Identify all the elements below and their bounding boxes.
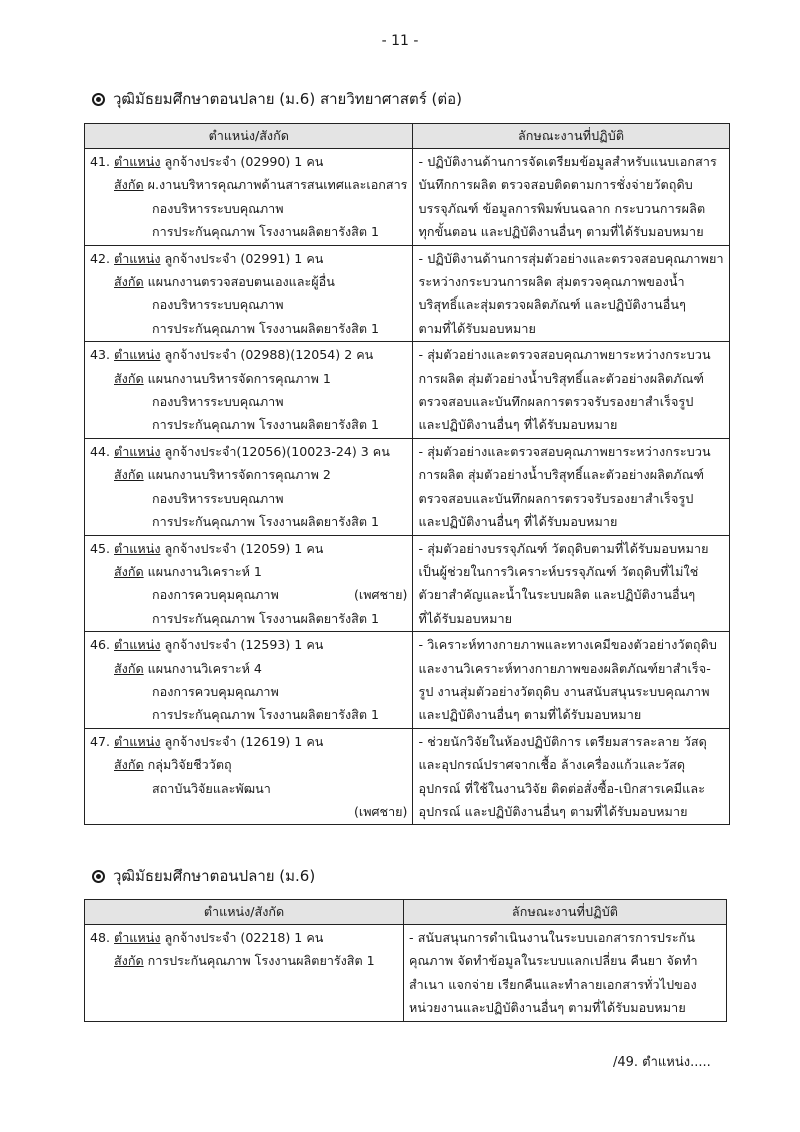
affiliation-subline [90,680,407,703]
affiliation-subline [90,293,407,316]
affiliation-label: สังกัด [114,177,144,193]
duties-cell [413,632,729,729]
duty-line: - สุ่มตัวอย่างและตรวจสอบคุณภาพยาระหว่างกระบวน [418,443,711,459]
position-label: ตำแหน่ง [114,250,161,266]
duties-cell [413,245,729,342]
affiliation-line [90,560,407,583]
affiliation-value: แผนกงานบริหารจัดการคุณภาพ 2 [147,467,331,483]
affiliation-label: สังกัด [114,563,144,579]
table-row [85,245,730,342]
gender-requirement: (เพศชาย) [354,587,408,603]
gender-requirement: (เพศชาย) [354,803,408,819]
duty-line: ระหว่างกระบวนการผลิต สุ่มตรวจคุณภาพของน้ำ [418,274,685,290]
position-line [90,247,407,270]
table-row [85,342,730,439]
duty-line: และอุปกรณ์ปราศจากเชื้อ ล้างเครื่องแก้วและวัสดุ [418,757,686,773]
duties-cell [413,728,729,825]
duty-line: บริสุทธิ์และสุ่มตรวจผลิตภัณฑ์ และปฏิบัติงานอื่นๆ [418,297,686,313]
table-row [85,925,727,1022]
duty-line: ตรวจสอบและบันทึกผลการตรวจรับรองยาสำเร็จรูป [418,490,694,506]
position-line [90,926,398,949]
duty-line: บันทึกการผลิต ตรวจสอบติดตามการชั่งจ่ายวัตถุดิบ [418,177,693,193]
table-row [85,535,730,632]
affiliation-label: สังกัด [114,660,144,676]
position-label: ตำแหน่ง [114,930,161,945]
affiliation-subline-text: การประกันคุณภาพ โรงงานผลิตยารังสิต 1 [152,320,380,336]
duty-line: บรรจุภัณฑ์ ข้อมูลการพิมพ์บนฉลาก กระบวนการผลิต [418,200,706,216]
duty-line: และปฏิบัติงานอื่นๆ ที่ได้รับมอบหมาย [418,514,618,530]
duty-line: ทุกขั้นตอน และปฏิบัติงานอื่นๆ ตามที่ได้รับมอบหมาย [418,224,704,240]
duty-line: - สุ่มตัวอย่างและตรวจสอบคุณภาพยาระหว่างกระบวน [418,347,711,363]
affiliation-subline [90,583,407,606]
duty-line: - ปฏิบัติงานด้านการจัดเตรียมข้อมูลสำหรับแนบเอกสาร [418,154,717,169]
row-number: 46. [90,637,111,653]
affiliation-subline-text: การประกันคุณภาพ โรงงานผลิตยารังสิต 1 [152,514,380,530]
affiliation-subline-text: การประกันคุณภาพ โรงงานผลิตยารังสิต 1 [152,417,380,433]
affiliation-subline [90,607,407,630]
duty-line: ที่ได้รับมอบหมาย [418,610,513,626]
affiliation-value: การประกันคุณภาพ โรงงานผลิตยารังสิต 1 [147,953,375,969]
section-title-text: วุฒิมัธยมศึกษาตอนปลาย (ม.6) สายวิทยาศาสตร์ (ต่อ) [113,90,462,108]
affiliation-subline-text: กองการควบคุมคุณภาพ [152,683,279,699]
position-line [90,150,407,173]
position-label: ตำแหน่ง [114,347,161,363]
header-duties: ลักษณะงานที่ปฏิบัติ [404,900,727,925]
position-cell [85,342,413,439]
affiliation-subline [90,390,407,413]
affiliation-subline [90,220,407,243]
duty-line: การผลิต สุ่มตัวอย่างน้ำบริสุทธิ์และตัวอย่างผลิตภัณฑ์ [418,370,705,386]
job-table-general [84,899,727,1022]
position-cell [85,925,404,1022]
affiliation-subline [90,197,407,220]
duty-line: อุปกรณ์ และปฏิบัติงานอื่นๆ ตามที่ได้รับมอบหมาย [418,803,688,819]
affiliation-line [90,270,407,293]
next-page-continuation: /49. ตำแหน่ง..... [613,1055,711,1070]
duties-cell [413,342,729,439]
affiliation-value: แผนกงานวิเคราะห์ 4 [147,660,262,676]
table-row [85,438,730,535]
duty-line: สำเนา แจกจ่าย เรียกคืนและทำลายเอกสารทั่วไปของ [409,976,697,992]
position-label: ตำแหน่ง [114,443,161,459]
bullet-radio-icon [92,93,105,106]
table-row [85,728,730,825]
affiliation-subline-text: สถาบันวิจัยและพัฒนา [152,780,271,796]
position-line [90,537,407,560]
affiliation-subline [90,777,407,800]
header-duties: ลักษณะงานที่ปฏิบัติ [413,124,729,149]
row-number: 42. [90,250,111,266]
affiliation-subline [90,317,407,340]
duty-line: - สุ่มตัวอย่างบรรจุภัณฑ์ วัตถุดิบตามที่ได้รับมอบหมาย [418,540,709,556]
duty-line: - วิเคราะห์ทางกายภาพและทางเคมีของตัวอย่างวัตถุดิบ [418,637,718,653]
duties-cell [413,438,729,535]
position-value: ลูกจ้างประจำ (02988)(12054) 2 คน [164,347,374,363]
duty-line: - สนับสนุนการดำเนินงานในระบบเอกสารการประกัน [409,930,696,945]
bullet-radio-icon [92,870,105,883]
duty-line: ตัวยาสำคัญและน้ำในระบบผลิต และปฏิบัติงานอื่นๆ [418,587,696,603]
duty-line: - ปฏิบัติงานด้านการสุ่มตัวอย่างและตรวจสอบคุณภาพยา [418,250,724,266]
duty-line: และปฏิบัติงานอื่นๆ ตามที่ได้รับมอบหมาย [418,707,642,723]
position-line [90,343,407,366]
section-title-text: วุฒิมัธยมศึกษาตอนปลาย (ม.6) [113,867,316,885]
position-value: ลูกจ้างประจำ (12593) 1 คน [164,637,324,653]
duty-line: ตามที่ได้รับมอบหมาย [418,320,536,336]
affiliation-subline-text: กองบริหารระบบคุณภาพ [152,490,284,506]
affiliation-subline-text: การประกันคุณภาพ โรงงานผลิตยารังสิต 1 [152,707,380,723]
affiliation-subline [90,510,407,533]
row-number: 48. [90,930,111,945]
table-header-row [85,124,730,149]
affiliation-value: กลุ่มวิจัยชีววัตถุ [147,757,232,773]
affiliation-subline-text: กองบริหารระบบคุณภาพ [152,297,284,313]
position-label: ตำแหน่ง [114,540,161,556]
position-cell [85,728,413,825]
position-line [90,440,407,463]
header-position: ตำแหน่ง/สังกัด [85,900,404,925]
affiliation-subline [90,487,407,510]
duty-line: คุณภาพ จัดทำข้อมูลในระบบแลกเปลี่ยน คืนยา จัดทำ [409,953,698,969]
affiliation-label: สังกัด [114,274,144,290]
position-cell [85,245,413,342]
position-value: ลูกจ้างประจำ(12056)(10023-24) 3 คน [164,443,390,459]
position-value: ลูกจ้างประจำ (02991) 1 คน [164,250,324,266]
table-header-row [85,900,727,925]
duties-cell [404,925,727,1022]
row-number: 47. [90,733,111,749]
position-line [90,730,407,753]
position-label: ตำแหน่ง [114,733,161,749]
position-cell [85,632,413,729]
affiliation-line [90,463,407,486]
affiliation-label: สังกัด [114,467,144,483]
affiliation-line [90,753,407,776]
duty-line: และปฏิบัติงานอื่นๆ ที่ได้รับมอบหมาย [418,417,618,433]
table-row [85,632,730,729]
duty-line: อุปกรณ์ ที่ใช้ในงานวิจัย ติดต่อสั่งซื้อ-เบิกสารเคมีและ [418,780,706,796]
duty-line: รูป งานสุ่มตัวอย่างวัตถุดิบ งานสนับสนุนระบบคุณภาพ [418,683,710,699]
affiliation-subline-text: การประกันคุณภาพ โรงงานผลิตยารังสิต 1 [152,224,380,240]
table-row [85,149,730,246]
section-title-general [92,864,315,888]
position-label: ตำแหน่ง [114,154,161,169]
duty-line: หน่วยงานและปฏิบัติงานอื่นๆ ตามที่ได้รับมอบหมาย [409,1000,686,1016]
duties-cell [413,535,729,632]
affiliation-line [90,657,407,680]
affiliation-value: แผนกงานตรวจสอบตนเองและผู้อื่น [147,274,335,290]
affiliation-subline [90,413,407,436]
duty-line: เป็นผู้ช่วยในการวิเคราะห์บรรจุภัณฑ์ วัตถุดิบที่ไม่ใช่ [418,563,699,579]
position-label: ตำแหน่ง [114,637,161,653]
duty-line: และงานวิเคราะห์ทางกายภาพของผลิตภัณฑ์ยาสำเร็จ- [418,660,711,676]
affiliation-subline-text: การประกันคุณภาพ โรงงานผลิตยารังสิต 1 [152,610,380,626]
affiliation-subline-text: กองบริหารระบบคุณภาพ [152,394,284,410]
affiliation-value: แผนกงานวิเคราะห์ 1 [147,563,262,579]
header-position: ตำแหน่ง/สังกัด [85,124,413,149]
row-number: 43. [90,347,111,363]
affiliation-label: สังกัด [114,370,144,386]
duty-line: ตรวจสอบและบันทึกผลการตรวจรับรองยาสำเร็จรูป [418,394,694,410]
position-cell [85,535,413,632]
affiliation-value: แผนกงานบริหารจัดการคุณภาพ 1 [147,370,331,386]
row-number: 44. [90,443,111,459]
duty-line: - ช่วยนักวิจัยในห้องปฏิบัติการ เตรียมสารละลาย วัสดุ [418,733,707,749]
duties-cell [413,149,729,246]
job-table-science [84,123,730,825]
affiliation-line [90,949,398,972]
affiliation-subline [90,703,407,726]
row-number: 45. [90,540,111,556]
gender-line [90,800,407,823]
section-title-science [92,87,462,111]
affiliation-subline-text: กองการควบคุมคุณภาพ [152,587,279,603]
affiliation-label: สังกัด [114,757,144,773]
position-value: ลูกจ้างประจำ (02218) 1 คน [164,930,324,945]
affiliation-label: สังกัด [114,953,144,969]
affiliation-value: ผ.งานบริหารคุณภาพด้านสารสนเทศและเอกสาร [147,177,408,193]
duty-line: การผลิต สุ่มตัวอย่างน้ำบริสุทธิ์และตัวอย่างผลิตภัณฑ์ [418,467,705,483]
row-number: 41. [90,154,111,169]
position-value: ลูกจ้างประจำ (12059) 1 คน [164,540,324,556]
position-value: ลูกจ้างประจำ (12619) 1 คน [164,733,324,749]
affiliation-line [90,367,407,390]
page-number: - 11 - [381,33,419,49]
position-cell [85,149,413,246]
position-line [90,633,407,656]
position-cell [85,438,413,535]
affiliation-line [90,173,407,196]
position-value: ลูกจ้างประจำ (02990) 1 คน [164,154,324,169]
affiliation-subline-text: กองบริหารระบบคุณภาพ [152,200,284,216]
